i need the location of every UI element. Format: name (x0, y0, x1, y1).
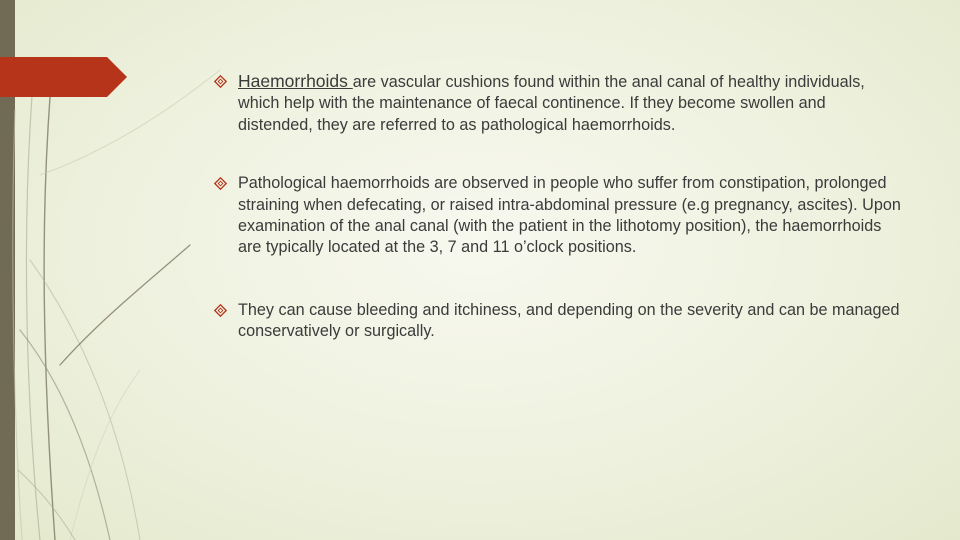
accent-tab (0, 57, 127, 97)
bullet-text: are vascular cushions found within the anal canal of healthy individuals, which help with the maintenance of faecal continence. If they become swollen and distended, they are referred to as pathological haemorrhoids. (238, 73, 865, 134)
key-term: Haemorrhoids (238, 71, 353, 91)
slide-content (214, 71, 904, 343)
bullet-text: Pathological haemorrhoids are observed in people who suffer from constipation, prolonged straining when defecating, or raised intra-abdominal pressure (e.g pregnancy, ascites). Upon examination of the anal canal (with the patient in the lithotomy position), the haemorrhoids are typically located at the 3, 7 and 11 o’clock positions. (238, 174, 901, 257)
bullet-text: They can cause bleeding and itchiness, and depending on the severity and can be managed conservatively or surgically. (238, 300, 900, 341)
bullet-item (214, 71, 904, 136)
bullet-item (214, 173, 904, 259)
diamond-bullet-icon (214, 177, 227, 190)
diamond-bullet-icon (214, 304, 227, 317)
bullet-item (214, 300, 904, 343)
diamond-bullet-icon (214, 75, 227, 88)
